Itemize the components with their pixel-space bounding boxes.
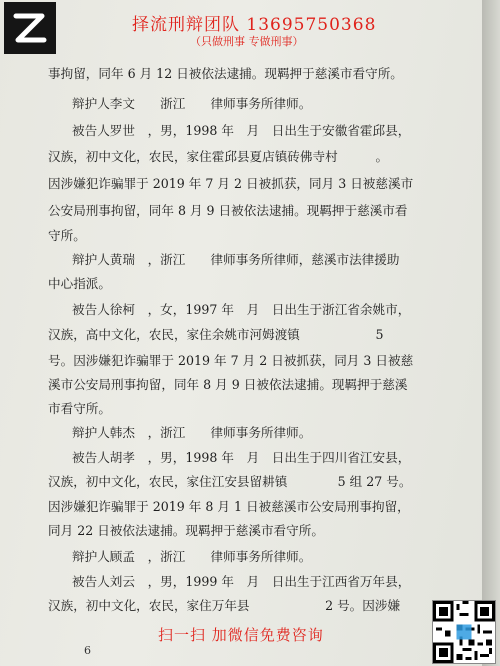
banner-subtitle: （只做刑事 专做刑事） [190, 35, 304, 48]
document-line: 被告人刘云 ，男，1999 年 月 日出生于江西省万年县， [72, 574, 411, 589]
document-line: 被告人徐柯 ，女，1997 年 月 日出生于浙江省余姚市， [72, 302, 411, 317]
law-firm-logo [4, 2, 56, 54]
document-line: 被告人胡孝 ，男，1998 年 月 日出生于四川省江安县， [72, 450, 411, 465]
page-number: 6 [84, 644, 91, 657]
document-line: 因涉嫌犯诈骗罪于 2019 年 8 月 1 日被慈溪市公安局刑事拘留， [48, 499, 410, 514]
document-line: 同月 22 日被依法逮捕。现羁押于慈溪市看守所。 [48, 523, 324, 538]
document-line: 辩护人韩杰 ，浙江 律师事务所律师。 [72, 425, 312, 440]
document-line: 汉族，初中文化，农民，家住万年县 2 号。因涉嫌 [48, 598, 401, 613]
document-line: 溪市公安局刑事拘留，同年 8 月 9 日被依法逮捕。现羁押于慈溪 [48, 377, 408, 392]
document-line: 守所。 [48, 228, 86, 243]
document-line: 辩护人顾孟 ，浙江 律师事务所律师。 [72, 549, 312, 564]
document-line: 因涉嫌犯诈骗罪于 2019 年 7 月 2 日被抓获，同月 3 日被慈溪市 [48, 176, 414, 191]
document-line: 辩护人李文 浙江 律师事务所律师。 [72, 96, 312, 111]
document-line: 汉族，高中文化，农民，家住余姚市河姆渡镇 5 [48, 327, 384, 342]
document-line: 辩护人黄瑞 ，浙江 律师事务所律师，慈溪市法律援助 [72, 252, 400, 267]
banner-title: 择流刑辩团队 13695750368 [132, 15, 377, 35]
document-line: 被告人罗世 ，男，1998 年 月 日出生于安徽省霍邱县， [72, 123, 411, 138]
document-line: 市看守所。 [48, 401, 111, 416]
document-line: 汉族，初中文化，农民，家住霍邱县夏店镇砖佛寺村 。 [48, 149, 389, 164]
document-line: 中心指派。 [48, 276, 111, 291]
wechat-consult-cta[interactable]: 扫一扫 加微信免费咨询 [158, 626, 324, 644]
document-line: 汉族，初中文化，农民，家住江安县留耕镇 5 组 27 号。 [48, 474, 412, 489]
document-line: 事拘留，同年 6 月 12 日被依法逮捕。现羁押于慈溪市看守所。 [48, 66, 403, 81]
document-line: 号。因涉嫌犯诈骗罪于 2019 年 7 月 2 日被抓获，同月 3 日被慈 [48, 353, 414, 368]
qr-code-icon[interactable] [432, 600, 496, 664]
document-line: 公安局刑事拘留，同年 8 月 9 日被依法逮捕。现羁押于慈溪市看 [48, 203, 408, 218]
